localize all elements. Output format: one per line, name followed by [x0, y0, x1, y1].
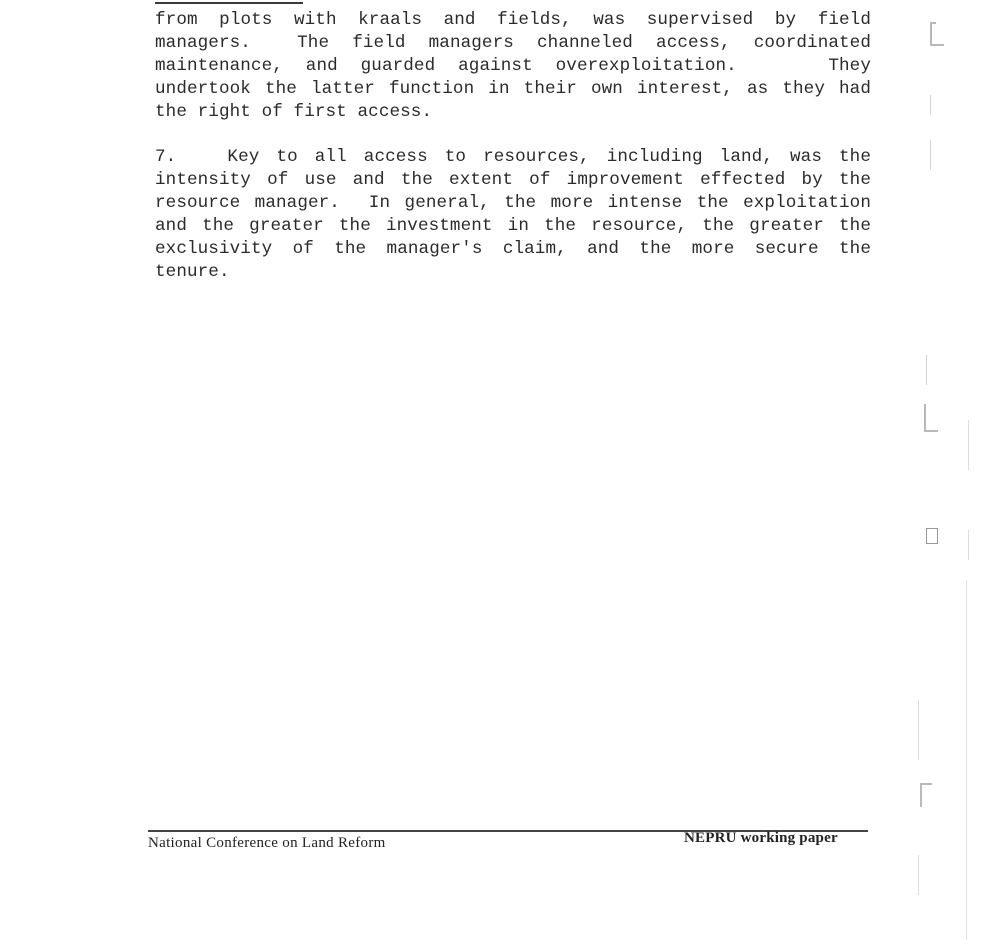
scan-artifact-mark [926, 528, 938, 544]
scan-artifact-mark [918, 855, 919, 895]
paragraph-line: managers. The field managers channeled access, coordinated [155, 33, 871, 53]
scan-artifact-mark [926, 355, 927, 385]
scan-artifact-mark [930, 95, 931, 115]
paragraph-line: maintenance, and guarded against overexploitation. They [155, 56, 871, 76]
scan-artifact-mark [930, 22, 932, 46]
paragraph-line: from plots with kraals and fields, was supervised by field [155, 10, 871, 30]
scan-artifact-mark [966, 580, 967, 940]
paragraph-line: intensity of use and the extent of improvement effected by the [155, 170, 871, 190]
scan-artifact-mark [924, 404, 926, 432]
footer-paper-label: NEPRU working paper [684, 830, 838, 846]
paragraph-line: tenure. [155, 262, 230, 282]
scan-artifact-mark [930, 22, 936, 24]
scan-artifact-mark [920, 783, 922, 807]
paragraph-line: resource manager. In general, the more intense the exploitation [155, 193, 871, 213]
paragraph-line: the right of first access. [155, 102, 433, 122]
scan-artifact-mark [918, 700, 919, 760]
scan-artifact-mark [930, 140, 931, 170]
scan-artifact-mark [968, 530, 969, 560]
paragraph-continued [155, 9, 871, 124]
footer-conference-title: National Conference on Land Reform [148, 835, 386, 851]
paragraph-7 [155, 146, 871, 284]
scan-artifact-mark [968, 420, 969, 470]
cropped-heading-underline [155, 2, 303, 4]
paragraph-line: exclusivity of the manager's claim, and the more secure the [155, 239, 871, 259]
paragraph-line: and the greater the investment in the resource, the greater the [155, 216, 871, 236]
scan-artifact-mark [930, 44, 944, 46]
paragraph-line: undertook the latter function in their own interest, as they had [155, 79, 871, 99]
scan-artifact-mark [924, 430, 938, 432]
paragraph-line: 7. Key to all access to resources, including land, was the [155, 147, 871, 167]
